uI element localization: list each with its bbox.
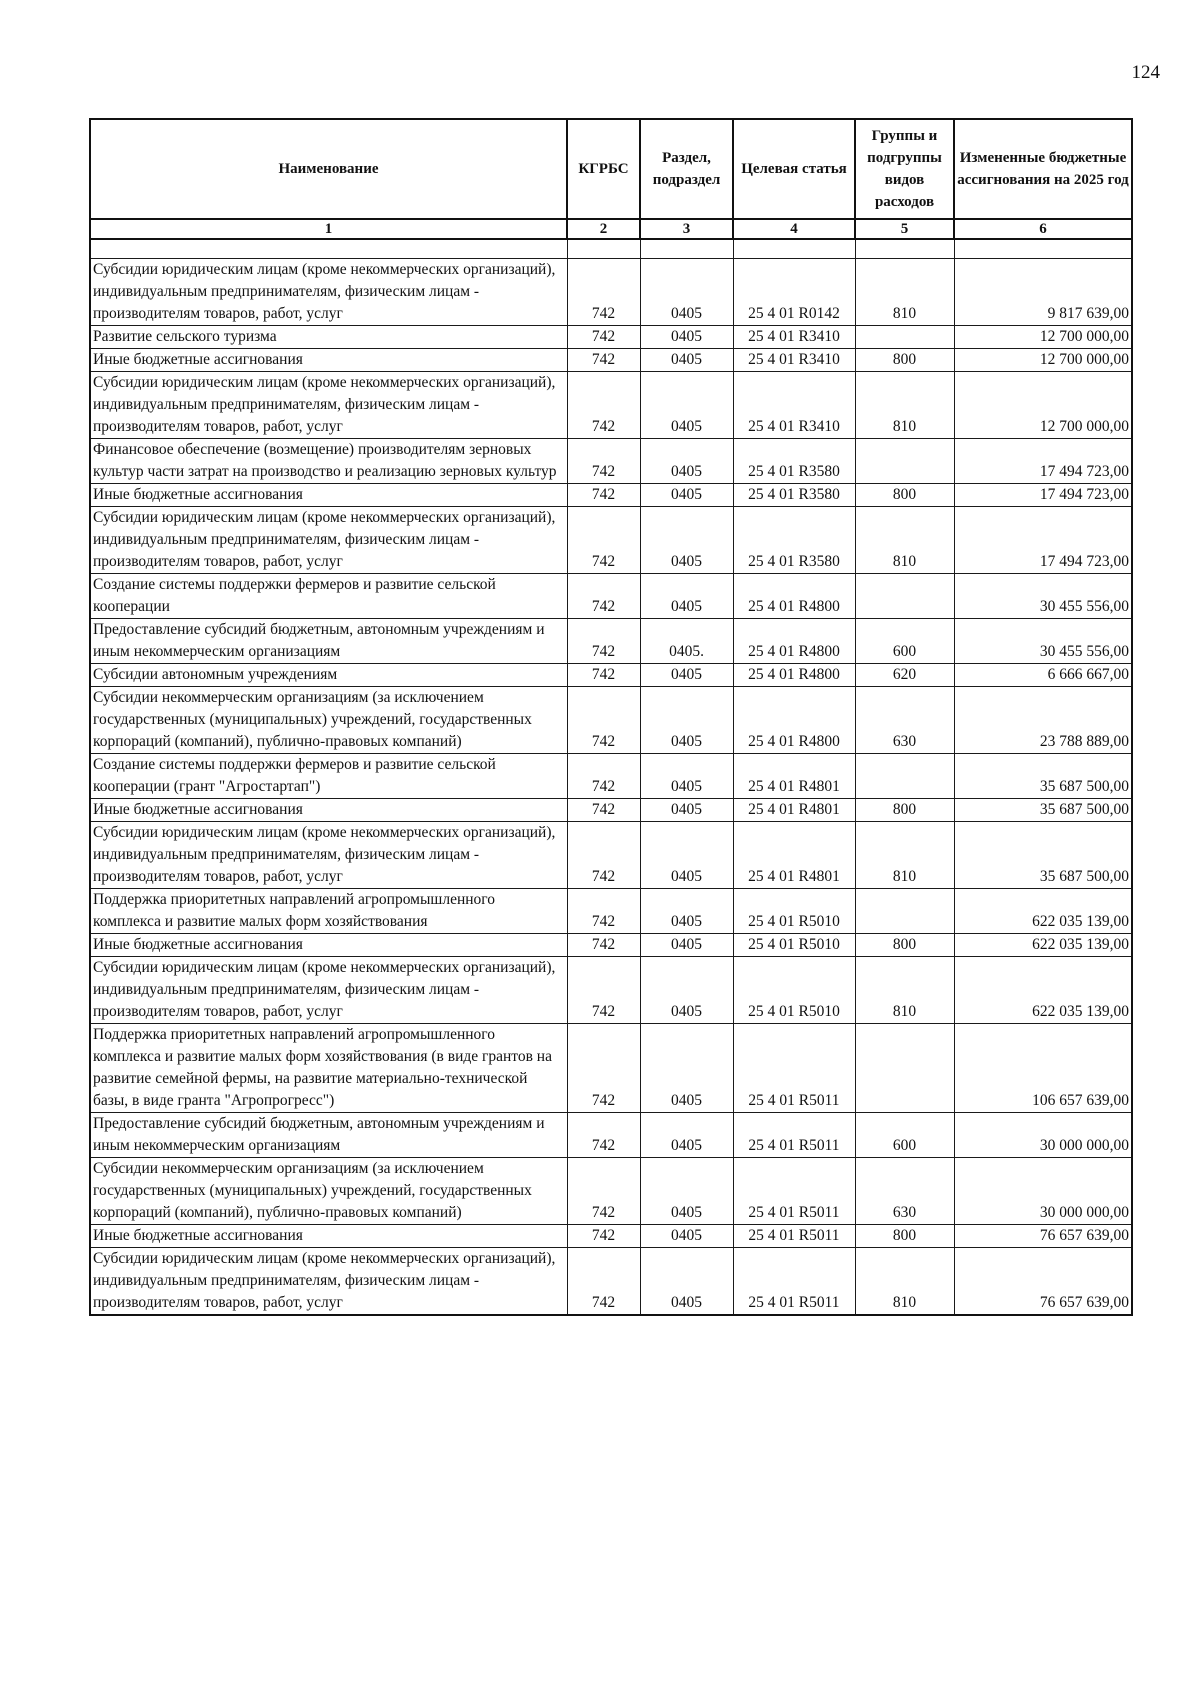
row-name: Развитие сельского туризма xyxy=(90,326,567,349)
row-section: 0405 xyxy=(640,349,733,372)
row-kgrbs: 742 xyxy=(567,484,640,507)
row-kgrbs: 742 xyxy=(567,934,640,957)
table-row xyxy=(90,822,1132,889)
col-number-2: 2 xyxy=(567,219,640,239)
table-row xyxy=(90,574,1132,619)
row-amount: 76 657 639,00 xyxy=(954,1225,1132,1248)
row-section: 0405 xyxy=(640,889,733,934)
row-name: Иные бюджетные ассигнования xyxy=(90,484,567,507)
table-row xyxy=(90,372,1132,439)
row-amount: 17 494 723,00 xyxy=(954,484,1132,507)
row-target: 25 4 01 R5011 xyxy=(733,1113,855,1158)
table-row xyxy=(90,619,1132,664)
row-name: Предоставление субсидий бюджетным, автономным учреждениям и иным некоммерческим организациям xyxy=(90,619,567,664)
row-kgrbs: 742 xyxy=(567,889,640,934)
row-kgrbs: 742 xyxy=(567,957,640,1024)
table-row xyxy=(90,799,1132,822)
row-section: 0405 xyxy=(640,934,733,957)
table-row xyxy=(90,754,1132,799)
row-kgrbs: 742 xyxy=(567,326,640,349)
header-name: Наименование xyxy=(90,119,567,219)
table-row xyxy=(90,934,1132,957)
row-name: Иные бюджетные ассигнования xyxy=(90,1225,567,1248)
row-target: 25 4 01 R3580 xyxy=(733,507,855,574)
row-section: 0405 xyxy=(640,372,733,439)
row-group: 600 xyxy=(855,619,954,664)
row-section: 0405 xyxy=(640,1158,733,1225)
row-section: 0405 xyxy=(640,1113,733,1158)
row-target: 25 4 01 R5010 xyxy=(733,934,855,957)
row-kgrbs: 742 xyxy=(567,619,640,664)
row-amount: 30 000 000,00 xyxy=(954,1158,1132,1225)
row-kgrbs: 742 xyxy=(567,1113,640,1158)
row-amount: 76 657 639,00 xyxy=(954,1248,1132,1316)
table-row xyxy=(90,1225,1132,1248)
table-row xyxy=(90,664,1132,687)
row-amount: 30 455 556,00 xyxy=(954,619,1132,664)
row-section: 0405 xyxy=(640,822,733,889)
row-kgrbs: 742 xyxy=(567,349,640,372)
row-amount: 622 035 139,00 xyxy=(954,934,1132,957)
row-section: 0405 xyxy=(640,1225,733,1248)
row-section: 0405 xyxy=(640,326,733,349)
table-row xyxy=(90,259,1132,326)
row-target: 25 4 01 R3410 xyxy=(733,372,855,439)
row-name: Субсидии некоммерческим организациям (за исключением государственных (муниципальных) учреждений, государственных корпораций (компаний), публично-правовых компаний) xyxy=(90,1158,567,1225)
row-amount: 35 687 500,00 xyxy=(954,799,1132,822)
row-amount: 622 035 139,00 xyxy=(954,957,1132,1024)
table-row xyxy=(90,1024,1132,1113)
row-amount: 23 788 889,00 xyxy=(954,687,1132,754)
header-groups: Группы и подгруппы видов расходов xyxy=(855,119,954,219)
row-target: 25 4 01 R4800 xyxy=(733,619,855,664)
page-number: 124 xyxy=(1131,62,1160,83)
row-kgrbs: 742 xyxy=(567,439,640,484)
row-name: Финансовое обеспечение (возмещение) производителям зерновых культур части затрат на производство и реализацию зерновых культур xyxy=(90,439,567,484)
row-name: Иные бюджетные ассигнования xyxy=(90,799,567,822)
row-amount: 30 000 000,00 xyxy=(954,1113,1132,1158)
table-row xyxy=(90,687,1132,754)
row-amount: 17 494 723,00 xyxy=(954,507,1132,574)
header-target: Целевая статья xyxy=(733,119,855,219)
row-amount: 12 700 000,00 xyxy=(954,349,1132,372)
header-amount: Измененные бюджетные ассигнования на 2025 год xyxy=(954,119,1132,219)
row-target: 25 4 01 R4800 xyxy=(733,664,855,687)
row-amount: 17 494 723,00 xyxy=(954,439,1132,484)
table-header xyxy=(90,119,1132,239)
row-section: 0405 xyxy=(640,754,733,799)
row-target: 25 4 01 R5011 xyxy=(733,1225,855,1248)
row-target: 25 4 01 R3580 xyxy=(733,484,855,507)
row-target: 25 4 01 R4800 xyxy=(733,687,855,754)
table-row xyxy=(90,507,1132,574)
table-spacer-row xyxy=(90,239,1132,259)
row-group: 800 xyxy=(855,349,954,372)
row-group: 800 xyxy=(855,799,954,822)
row-kgrbs: 742 xyxy=(567,822,640,889)
row-kgrbs: 742 xyxy=(567,799,640,822)
table-row xyxy=(90,1248,1132,1316)
row-kgrbs: 742 xyxy=(567,1225,640,1248)
row-group: 810 xyxy=(855,1248,954,1316)
row-section: 0405 xyxy=(640,574,733,619)
row-kgrbs: 742 xyxy=(567,574,640,619)
row-name: Иные бюджетные ассигнования xyxy=(90,349,567,372)
row-group xyxy=(855,1024,954,1113)
row-group: 810 xyxy=(855,822,954,889)
row-name: Предоставление субсидий бюджетным, автономным учреждениям и иным некоммерческим организациям xyxy=(90,1113,567,1158)
row-section: 0405 xyxy=(640,1248,733,1316)
row-group xyxy=(855,574,954,619)
row-group: 600 xyxy=(855,1113,954,1158)
row-target: 25 4 01 R5011 xyxy=(733,1024,855,1113)
row-name: Субсидии юридическим лицам (кроме некоммерческих организаций), индивидуальным предпринимателям, физическим лицам - производителям товаров, работ, услуг xyxy=(90,822,567,889)
table-row xyxy=(90,484,1132,507)
row-name: Иные бюджетные ассигнования xyxy=(90,934,567,957)
budget-table xyxy=(89,118,1133,1316)
table-row xyxy=(90,326,1132,349)
row-group: 810 xyxy=(855,259,954,326)
row-amount: 9 817 639,00 xyxy=(954,259,1132,326)
row-name: Создание системы поддержки фермеров и развитие сельской кооперации xyxy=(90,574,567,619)
row-target: 25 4 01 R3580 xyxy=(733,439,855,484)
table-row xyxy=(90,349,1132,372)
row-target: 25 4 01 R4801 xyxy=(733,822,855,889)
col-number-4: 4 xyxy=(733,219,855,239)
row-group: 800 xyxy=(855,1225,954,1248)
row-kgrbs: 742 xyxy=(567,1158,640,1225)
row-section: 0405. xyxy=(640,619,733,664)
row-section: 0405 xyxy=(640,1024,733,1113)
row-section: 0405 xyxy=(640,664,733,687)
row-group xyxy=(855,439,954,484)
row-amount: 12 700 000,00 xyxy=(954,326,1132,349)
row-amount: 12 700 000,00 xyxy=(954,372,1132,439)
row-section: 0405 xyxy=(640,439,733,484)
row-kgrbs: 742 xyxy=(567,687,640,754)
row-target: 25 4 01 R5011 xyxy=(733,1248,855,1316)
row-group: 810 xyxy=(855,957,954,1024)
row-amount: 30 455 556,00 xyxy=(954,574,1132,619)
col-number-6: 6 xyxy=(954,219,1132,239)
row-section: 0405 xyxy=(640,484,733,507)
row-target: 25 4 01 R4801 xyxy=(733,799,855,822)
row-group: 630 xyxy=(855,687,954,754)
row-name: Субсидии юридическим лицам (кроме некоммерческих организаций), индивидуальным предпринимателям, физическим лицам - производителям товаров, работ, услуг xyxy=(90,957,567,1024)
row-group xyxy=(855,326,954,349)
row-group xyxy=(855,754,954,799)
row-section: 0405 xyxy=(640,957,733,1024)
row-target: 25 4 01 R4801 xyxy=(733,754,855,799)
col-number-1: 1 xyxy=(90,219,567,239)
row-group: 630 xyxy=(855,1158,954,1225)
row-group: 620 xyxy=(855,664,954,687)
row-group: 800 xyxy=(855,484,954,507)
row-kgrbs: 742 xyxy=(567,1248,640,1316)
table-body xyxy=(90,239,1132,1315)
row-amount: 6 666 667,00 xyxy=(954,664,1132,687)
row-amount: 106 657 639,00 xyxy=(954,1024,1132,1113)
row-target: 25 4 01 R0142 xyxy=(733,259,855,326)
row-name: Поддержка приоритетных направлений агропромышленного комплекса и развитие малых форм хозяйствования xyxy=(90,889,567,934)
row-kgrbs: 742 xyxy=(567,1024,640,1113)
row-name: Субсидии юридическим лицам (кроме некоммерческих организаций), индивидуальным предпринимателям, физическим лицам - производителям товаров, работ, услуг xyxy=(90,259,567,326)
row-name: Субсидии автономным учреждениям xyxy=(90,664,567,687)
row-amount: 35 687 500,00 xyxy=(954,822,1132,889)
header-kgrbs: КГРБС xyxy=(567,119,640,219)
row-kgrbs: 742 xyxy=(567,664,640,687)
row-name: Субсидии юридическим лицам (кроме некоммерческих организаций), индивидуальным предпринимателям, физическим лицам - производителям товаров, работ, услуг xyxy=(90,372,567,439)
row-kgrbs: 742 xyxy=(567,372,640,439)
table-row xyxy=(90,1113,1132,1158)
row-target: 25 4 01 R5010 xyxy=(733,889,855,934)
row-amount: 35 687 500,00 xyxy=(954,754,1132,799)
table-row xyxy=(90,957,1132,1024)
col-number-3: 3 xyxy=(640,219,733,239)
row-group xyxy=(855,889,954,934)
table-row xyxy=(90,889,1132,934)
row-name: Поддержка приоритетных направлений агропромышленного комплекса и развитие малых форм хозяйствования (в виде грантов на развитие семейной фермы, на развитие материально-технической базы, в виде гранта "Агропрогресс") xyxy=(90,1024,567,1113)
row-kgrbs: 742 xyxy=(567,754,640,799)
row-name: Субсидии юридическим лицам (кроме некоммерческих организаций), индивидуальным предпринимателям, физическим лицам - производителям товаров, работ, услуг xyxy=(90,507,567,574)
row-target: 25 4 01 R5011 xyxy=(733,1158,855,1225)
row-section: 0405 xyxy=(640,507,733,574)
table-row xyxy=(90,439,1132,484)
row-target: 25 4 01 R4800 xyxy=(733,574,855,619)
row-target: 25 4 01 R5010 xyxy=(733,957,855,1024)
row-group: 810 xyxy=(855,507,954,574)
row-section: 0405 xyxy=(640,259,733,326)
row-name: Субсидии юридическим лицам (кроме некоммерческих организаций), индивидуальным предпринимателям, физическим лицам - производителям товаров, работ, услуг xyxy=(90,1248,567,1316)
row-section: 0405 xyxy=(640,687,733,754)
col-number-5: 5 xyxy=(855,219,954,239)
row-section: 0405 xyxy=(640,799,733,822)
row-amount: 622 035 139,00 xyxy=(954,889,1132,934)
row-name: Субсидии некоммерческим организациям (за исключением государственных (муниципальных) учреждений, государственных корпораций (компаний), публично-правовых компаний) xyxy=(90,687,567,754)
row-group: 810 xyxy=(855,372,954,439)
header-section: Раздел, подраздел xyxy=(640,119,733,219)
row-kgrbs: 742 xyxy=(567,259,640,326)
row-target: 25 4 01 R3410 xyxy=(733,349,855,372)
row-kgrbs: 742 xyxy=(567,507,640,574)
row-target: 25 4 01 R3410 xyxy=(733,326,855,349)
row-group: 800 xyxy=(855,934,954,957)
row-name: Создание системы поддержки фермеров и развитие сельской кооперации (грант "Агростартап") xyxy=(90,754,567,799)
table-row xyxy=(90,1158,1132,1225)
